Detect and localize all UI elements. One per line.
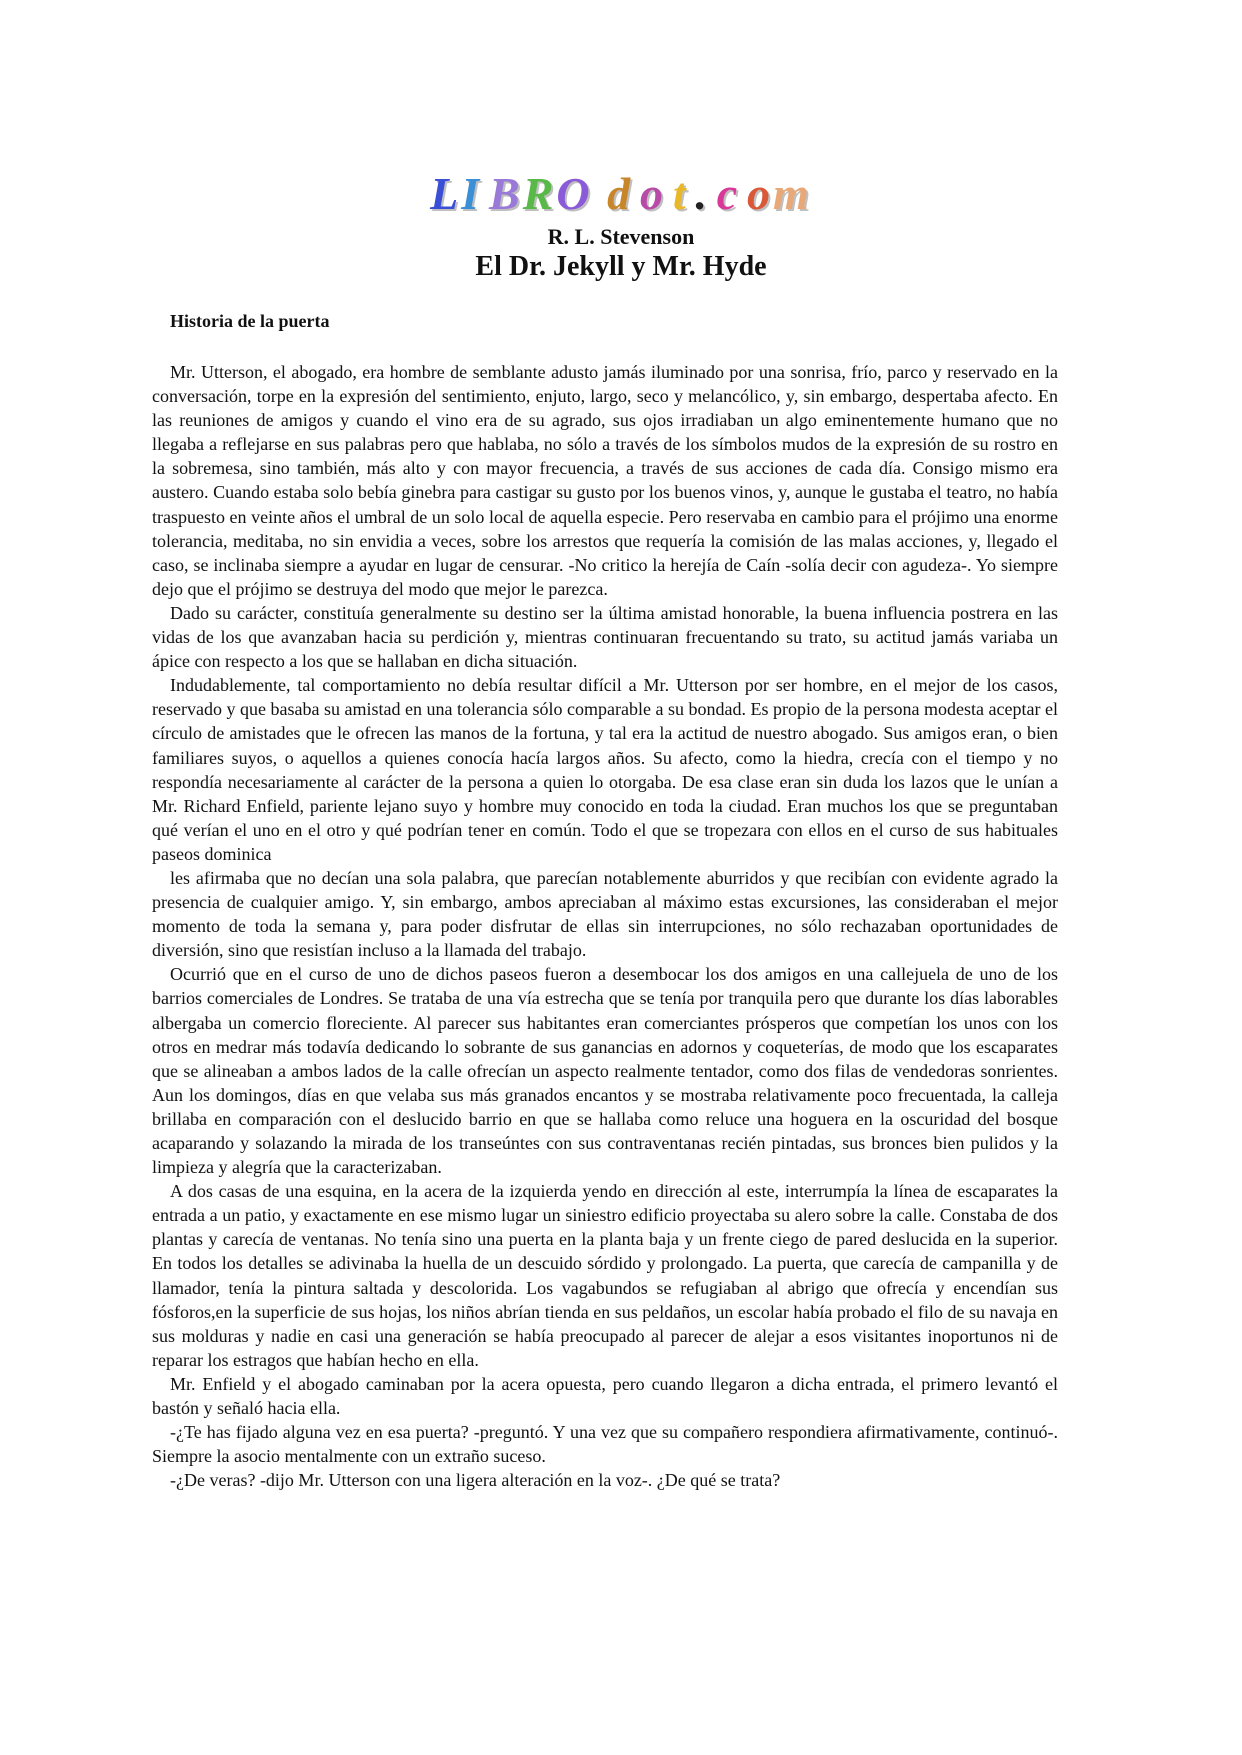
- paragraph: Dado su carácter, constituía generalmente su destino ser la última amistad honorable, la buena influencia postrera en las vidas de los que avanzaban hacia su perdición y, mientras continuaran frecuentando su trato, su actitud jamás variaba un ápice con respecto a los que se hallaban en dicha situación.: [152, 602, 1058, 672]
- logo-letter: o: [747, 168, 774, 219]
- book-title: El Dr. Jekyll y Mr. Hyde: [475, 251, 767, 282]
- paragraph: -¿De veras? -dijo Mr. Utterson con una ligera alteración en la voz-. ¿De qué se trata?: [170, 1470, 781, 1491]
- logo-letter: .: [695, 168, 710, 219]
- paragraph: -¿Te has fijado alguna vez en esa puerta? -preguntó. Y una vez que su compañero respondiera afirmativamente, continuó-. Siempre la asocio mentalmente con un extraño suceso.: [152, 1422, 1058, 1467]
- logo-letter: t: [672, 168, 689, 219]
- logo-letter: o: [639, 168, 666, 219]
- author-name: R. L. Stevenson: [547, 224, 695, 249]
- paragraph: Mr. Utterson, el abogado, era hombre de semblante adusto jamás iluminado por una sonrisa, frío, parco y reservado en la conversación, torpe en la expresión del sentimiento, enjuto, largo, seco y melancólico, y, sin embargo, despertaba afecto. En las reuniones de amigos y cuando el vino era de su agrado, sus ojos irradiaban un algo eminentemente humano que no llegaba a reflejarse en sus palabras pero que hablaba, no sólo a través de los símbolos mudos de la expresión de su rostro en la sobremesa, sino también, más alto y con mayor frecuencia, a través de sus acciones de cada día. Consigo mismo era austero. Cuando estaba solo bebía ginebra para castigar su gusto por los buenos vinos, y, aunque le gustaba el teatro, no había traspuesto en veinte años el umbral de un solo local de aquella especie. Pero reservaba en cambio para el prójimo una enorme tolerancia, meditaba, no sin envidia a veces, sobre los arrestos que requería la comisión de las malas acciones, y, llegado el caso, se inclinaba siempre a ayudar en lugar de censurar. -No critico la herejía de Caín -solía decir con agudeza-. Yo siempre dejo que el prójimo se destruya del modo que mejor le parezca.: [152, 362, 1058, 599]
- logo-letter: d: [607, 168, 634, 219]
- paragraph: A dos casas de una esquina, en la acera de la izquierda yendo en dirección al este, interrumpía la línea de escaparates la entrada a un patio, y exactamente en ese mismo lugar un siniestro edificio proyectaba su alero sobre la calle. Constaba de dos plantas y carecía de ventanas. No tenía sino una puerta en la planta baja y un frente ciego de pared deslucida en la superior. En todos los detalles se adivinaba la huella de un descuido sórdido y prolongado. La puerta, que carecía de campanilla y de llamador, tenía la pintura saltada y descolorida. Los vagabundos se refugiaban al abrigo que ofrecía y encendían sus fósforos,en la superficie de sus hojas, los niños abrían tienda en sus peldaños, un escolar había probado el filo de su navaja en sus molduras y nadie en casi una generación se había preocupado al parecer de alejar a esos visitantes inoportunos ni de reparar los estragos que habían hecho en ella.: [152, 1181, 1058, 1370]
- logo-letter: R: [522, 168, 557, 219]
- logo-letter: m: [773, 168, 812, 219]
- librodot-logo: [0, 168, 1242, 220]
- logo-letter: B: [489, 168, 523, 219]
- logo-letter: O: [556, 168, 593, 219]
- logo-letter: L: [430, 168, 462, 219]
- paragraph: Mr. Enfield y el abogado caminaban por la acera opuesta, pero cuando llegaron a dicha entrada, el primero levantó el bastón y señaló hacia ella.: [152, 1373, 1058, 1419]
- chapter-heading: Historia de la puerta: [170, 311, 330, 331]
- paragraph: les afirmaba que no decían una sola palabra, que parecían notablemente aburridos y que recibían con evidente agrado la presencia de cualquier amigo. Y, sin embargo, ambos apreciaban al máximo estas excursiones, las consideraban el mejor momento de toda la semana y, para poder disfrutar de ellas sin interrupciones, no sólo rechazaban oportunidades de diversión, sino que resistían incluso a la llamada del trabajo.: [152, 867, 1058, 961]
- logo-letter: c: [716, 168, 741, 219]
- paragraph: Indudablemente, tal comportamiento no debía resultar difícil a Mr. Utterson por ser hombre, en el mejor de los casos, reservado y que basaba su amistad en una tolerancia sólo comparable a su bondad. Es propio de la persona modesta aceptar el círculo de amistades que le ofrecen las manos de la fortuna, y tal era la actitud de nuestro abogado. Sus amigos eran, o bien familiares suyos, o aquellos a quienes conocía hacía largos años. Su afecto, como la hiedra, crecía con el tiempo y no respondía necesariamente al carácter de la persona a quien lo otorgaba. De esa clase eran sin duda los lazos que le unían a Mr. Richard Enfield, pariente lejano suyo y hombre muy conocido en toda la ciudad. Eran muchos los que se preguntaban qué verían el uno en el otro y qué podrían tener en común. Todo el que se tropezara con ellos en el curso de sus habituales paseos dominica: [152, 675, 1058, 864]
- body-text: [152, 360, 1058, 1492]
- logo-letter: I: [461, 168, 483, 219]
- paragraph: Ocurrió que en el curso de uno de dichos paseos fueron a desembocar los dos amigos en una callejuela de uno de los barrios comerciales de Londres. Se trataba de una vía estrecha que se tenía por tranquila pero que durante los días laborables albergaba un comercio floreciente. Al parecer sus habitantes eran comerciantes prósperos que competían los unos con los otros en medrar más todavía dedicando lo sobrante de sus ganancias en adornos y coqueterías, de modo que los escaparates que se alineaban a ambos lados de la calle ofrecían un aspecto realmente tentador, como dos filas de vendedoras sonrientes. Aun los domingos, días en que velaba sus más granados encantos y se mostraba relativamente poco frecuentada, la calleja brillaba en comparación con el deslucido barrio en que se hallaba como reluce una hoguera en la oscuridad del bosque acaparando y solazando la mirada de los transeúntes con sus contraventanas recién pintadas, sus bronces bien pulidos y la limpieza y alegría que la caracterizaban.: [152, 964, 1058, 1178]
